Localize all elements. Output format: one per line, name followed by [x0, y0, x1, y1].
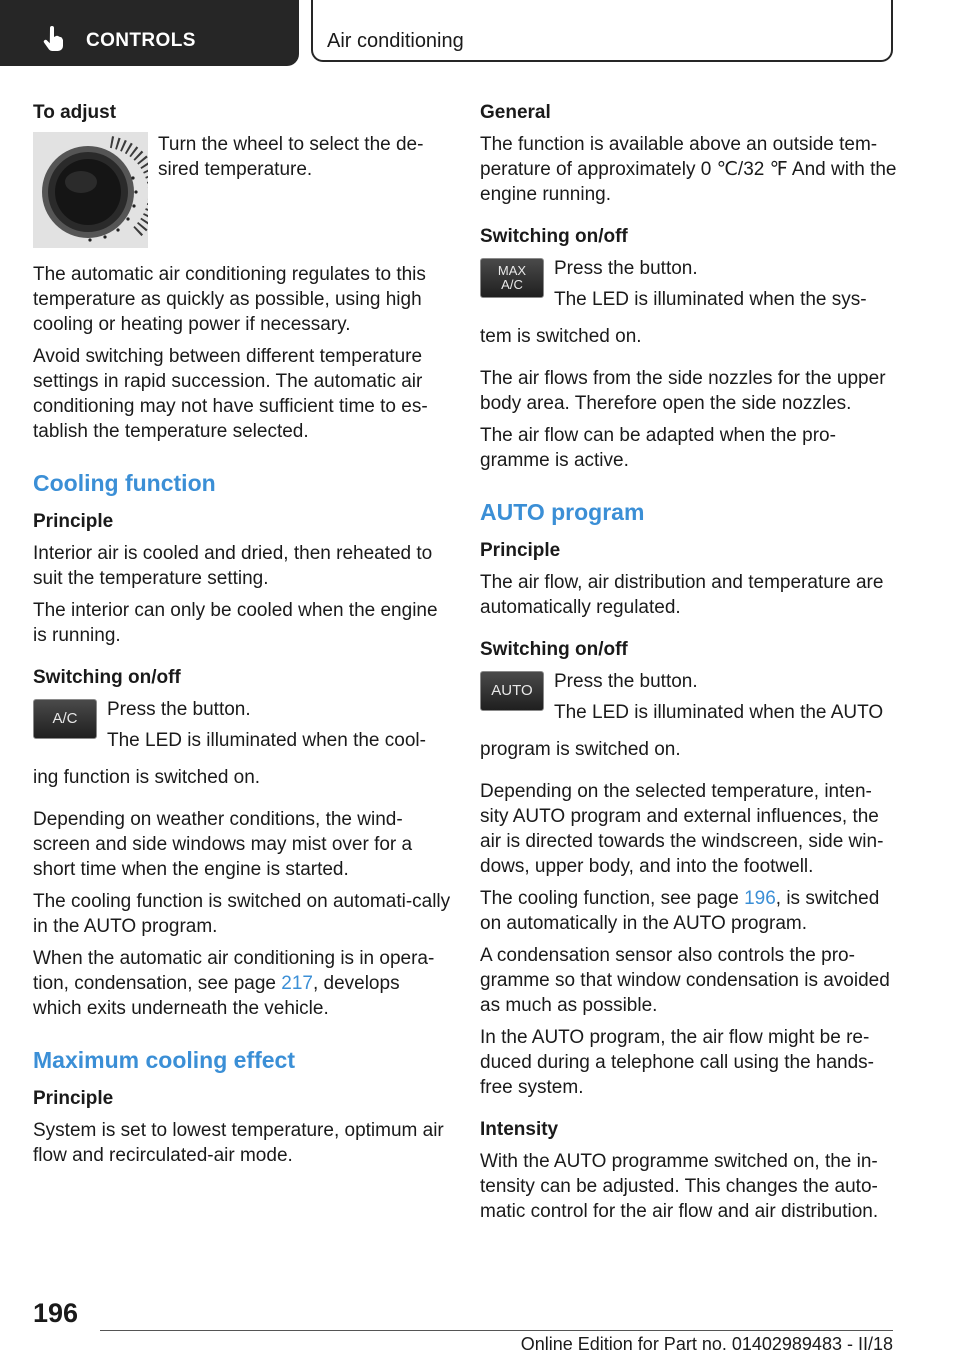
header-section-tab	[0, 0, 299, 66]
to-adjust-heading: To adjust	[33, 102, 117, 123]
max-ac-button-image	[480, 258, 544, 298]
page-title: Air conditioning	[327, 30, 464, 52]
auto-button-caption-block	[554, 669, 883, 731]
left-column	[33, 100, 453, 1175]
paragraph: With the AUTO programme switched on, the in-tensity can be adjusted. This changes the auto-matic control for the air flow and air distribution.	[480, 1151, 879, 1222]
max-ac-button-figure	[480, 256, 900, 318]
footer-divider	[100, 1330, 893, 1331]
paragraph: The function is available above an outside tem-perature of approximately 0 ℃/32 ℉ And with the engine running.	[480, 134, 897, 205]
text: , develops which exits underneath the vehicle.	[33, 973, 400, 1019]
paragraph: A condensation sensor also controls the pro-gramme so that window condensation is avoided as much as possible.	[480, 945, 890, 1016]
header-section-label: CONTROLS	[86, 30, 196, 51]
paragraph: Interior air is cooled and dried, then reheated to suit the temperature setting.	[33, 543, 433, 589]
principle-heading: Principle	[480, 540, 561, 561]
ac-button-caption-block	[107, 697, 426, 759]
max-ac-caption-block	[554, 256, 867, 318]
paragraph: Depending on weather conditions, the wind-screen and side windows may mist over for a short time when the engine is started.	[33, 809, 413, 880]
knob-caption: Turn the wheel to select the de-sired temperature.	[158, 134, 424, 180]
paragraph: The air flow can be adapted when the pro-gramme is active.	[480, 425, 836, 471]
principle-heading: Principle	[33, 511, 114, 532]
paragraph-with-link	[33, 946, 453, 1021]
knob-caption-block	[158, 132, 453, 188]
ac-button-figure	[33, 697, 453, 759]
paragraph: The air flows from the side nozzles for the upper body area. Therefore open the side nozzles.	[480, 368, 886, 414]
header-title-box	[311, 0, 893, 62]
intensity-heading: Intensity	[480, 1119, 559, 1140]
press-caption: Press the button.	[554, 258, 698, 279]
knob-figure	[33, 132, 453, 248]
switching-heading: Switching on/off	[480, 639, 628, 660]
paragraph: Depending on the selected temperature, inten-sity AUTO program and external influences, the air is directed towards the windscreen, side win-dows, upper body, and into the footwell.	[480, 781, 884, 877]
principle-heading: Principle	[33, 1088, 114, 1109]
led-caption-continued: tem is switched on.	[480, 326, 642, 347]
paragraph: Avoid switching between different temperature settings in rapid succession. The automatic air conditioning may not have sufficient time to es-tablish the temperature selected.	[33, 346, 428, 442]
press-caption: Press the button.	[554, 671, 698, 692]
text: When the automatic air conditioning is in opera-tion, condensation, see page	[33, 948, 435, 994]
led-caption-continued: ing function is switched on.	[33, 767, 261, 788]
paragraph: System is set to lowest temperature, optimum air flow and recirculated-air mode.	[33, 1120, 444, 1166]
text: , is switched on automatically in the AUTO program.	[480, 888, 880, 934]
footer-edition: Online Edition for Part no. 01402989483 - II/18	[520, 1334, 893, 1354]
press-caption: Press the button.	[107, 699, 251, 720]
led-caption: The LED is illuminated when the AUTO	[554, 702, 884, 723]
paragraph: The air flow, air distribution and temperature are automatically regulated.	[480, 572, 884, 618]
paragraph: The cooling function is switched on automati-cally in the AUTO program.	[33, 891, 451, 937]
right-column	[480, 100, 900, 1231]
general-heading: General	[480, 102, 551, 123]
auto-program-heading: AUTO program	[480, 499, 645, 525]
paragraph: The automatic air conditioning regulates to this temperature as quickly as possible, using high cooling or heating power if necessary.	[33, 264, 426, 335]
led-caption: The LED is illuminated when the cool-	[107, 730, 426, 751]
page-link-217[interactable]: 217	[281, 973, 313, 994]
hand-pointer-icon	[40, 25, 68, 53]
auto-button-image: AUTO	[480, 671, 544, 711]
paragraph: In the AUTO program, the air flow might be re-duced during a telephone call using the hands-free system.	[480, 1027, 875, 1098]
led-caption: The LED is illuminated when the sys-	[554, 289, 867, 310]
page-link-196[interactable]: 196	[744, 888, 776, 909]
cooling-function-heading: Cooling function	[33, 470, 216, 496]
temperature-knob-icon	[33, 132, 148, 248]
ac-button-image: A/C	[33, 699, 97, 739]
auto-button-figure	[480, 669, 900, 731]
maximum-cooling-heading: Maximum cooling effect	[33, 1047, 295, 1073]
paragraph-with-link	[480, 886, 900, 936]
switching-heading: Switching on/off	[33, 667, 181, 688]
max-ac-label-line1: MAX	[497, 263, 527, 278]
page-number: 196	[33, 1298, 79, 1328]
text: The cooling function, see page	[480, 888, 745, 909]
switching-heading: Switching on/off	[480, 226, 628, 247]
paragraph: The interior can only be cooled when the engine is running.	[33, 600, 438, 646]
led-caption-continued: program is switched on.	[480, 739, 681, 760]
temperature-knob-image	[33, 132, 148, 248]
max-ac-label-line2: A/C	[501, 277, 523, 292]
